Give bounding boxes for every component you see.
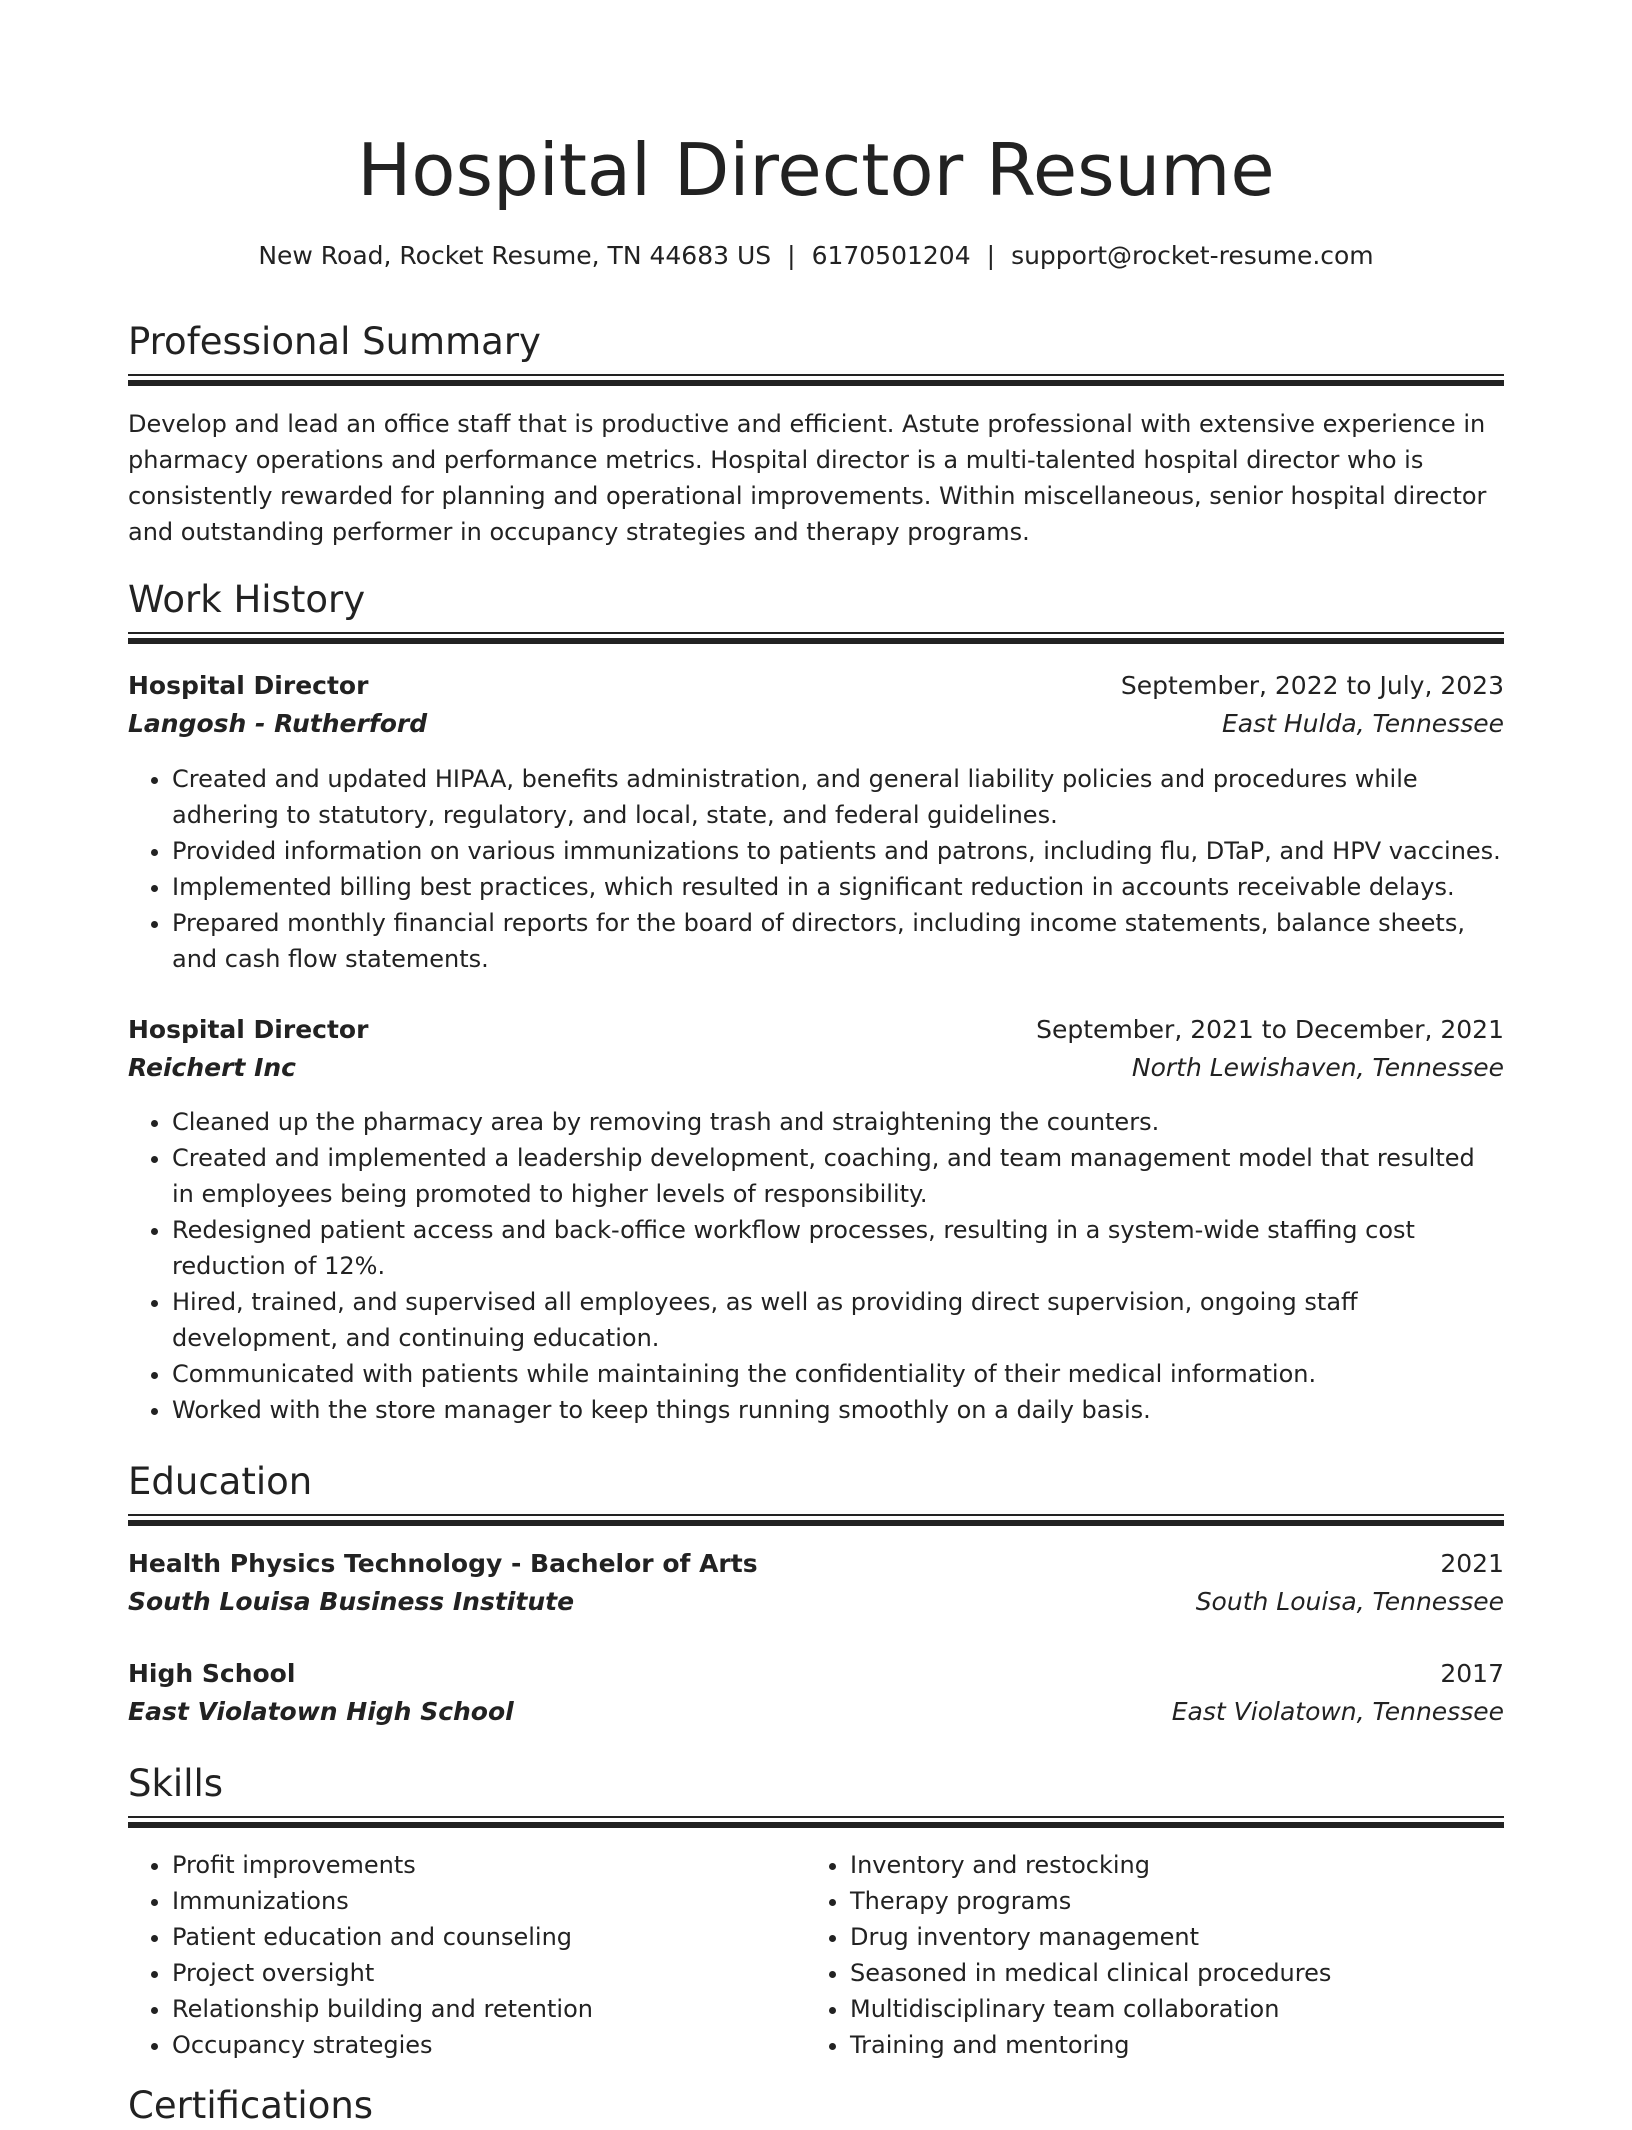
education-year: 2021: [1440, 1549, 1504, 1578]
contact-email: support@rocket-resume.com: [1011, 241, 1374, 270]
job-title: Hospital Director: [128, 671, 369, 700]
work-divider: [128, 632, 1504, 642]
job-company: Reichert Inc: [128, 1053, 297, 1082]
summary-divider: [128, 374, 1504, 384]
list-item: • Drug inventory management: [850, 1919, 1504, 1955]
job-title: Hospital Director: [128, 1015, 369, 1044]
job-location: East Hulda, Tennessee: [1221, 709, 1504, 738]
list-item: • Multidisciplinary team collaboration: [850, 1991, 1504, 2027]
contact-phone: 6170501204: [811, 241, 971, 270]
list-item: • Cleaned up the pharmacy area by removing trash and straightening the counters.: [172, 1104, 1504, 1140]
list-item: • Provided information on various immunizations to patients and patrons, including flu, DTaP, and HPV vaccines.: [172, 833, 1504, 869]
list-item: • Created and updated HIPAA, benefits administration, and general liability policies and procedures while adhering to statutory, regulatory, and local, state, and federal guidelines.: [172, 761, 1504, 833]
summary-text: Develop and lead an office staff that is productive and efficient. Astute professional with extensive experience in pharmacy operations and performance metrics. Hospital director is a multi-talented hospital director who is consistently rewarded for planning and operational improvements. Within miscellaneous, senior hospital director and outstanding performer in occupancy strategies and therapy programs.: [128, 410, 1487, 546]
resume-title: Hospital Director Resume: [357, 128, 1275, 212]
job-subheader: [128, 1050, 1504, 1086]
job-location: North Lewishaven, Tennessee: [1131, 1053, 1504, 1082]
list-item: • Implemented billing best practices, which resulted in a significant reduction in accounts receivable delays.: [172, 869, 1504, 905]
job-company: Langosh - Rutherford: [128, 709, 428, 738]
contact-address: New Road, Rocket Resume, TN 44683 US: [258, 241, 772, 270]
education-header: [128, 1656, 1504, 1692]
list-item: • Project oversight: [172, 1955, 792, 1991]
list-item: • Therapy programs: [850, 1883, 1504, 1919]
education-divider: [128, 1514, 1504, 1524]
education-subheader: [128, 1694, 1504, 1730]
job-dates: September, 2022 to July, 2023: [1120, 671, 1504, 700]
contact-line: [128, 238, 1504, 274]
list-item: • Worked with the store manager to keep things running smoothly on a daily basis.: [172, 1392, 1504, 1428]
list-item: • Training and mentoring: [850, 2027, 1504, 2063]
list-item: • Seasoned in medical clinical procedures: [850, 1955, 1504, 1991]
list-item: • Created and implemented a leadership development, coaching, and team management model that resulted in employees being promoted to higher levels of responsibility.: [172, 1140, 1504, 1212]
skills-list-right: [806, 1847, 1504, 2063]
education-degree: Health Physics Technology - Bachelor of Arts: [128, 1549, 758, 1578]
education-location: South Louisa, Tennessee: [1195, 1587, 1504, 1616]
list-item: • Occupancy strategies: [172, 2027, 792, 2063]
education-location: East Violatown, Tennessee: [1171, 1697, 1504, 1726]
list-item: • Prepared monthly financial reports for the board of directors, including income statements, balance sheets, and cash flow statements.: [172, 905, 1504, 977]
list-item: • Immunizations: [172, 1883, 792, 1919]
education-school: South Louisa Business Institute: [128, 1587, 575, 1616]
job-dates: September, 2021 to December, 2021: [1036, 1015, 1504, 1044]
skills-heading: Skills: [128, 1762, 224, 1805]
education-heading: Education: [128, 1460, 313, 1503]
certifications-heading: Certifications: [128, 2084, 374, 2127]
contact-separator: |: [986, 241, 996, 270]
list-item: • Relationship building and retention: [172, 1991, 792, 2027]
list-item: • Profit improvements: [172, 1847, 792, 1883]
education-school: East Violatown High School: [128, 1697, 514, 1726]
list-item: • Hired, trained, and supervised all employees, as well as providing direct supervision, ongoing staff development, and continuing education.: [172, 1284, 1504, 1356]
job-header: [128, 668, 1504, 704]
skills-divider: [128, 1816, 1504, 1826]
skills-list-left: [128, 1847, 792, 2063]
contact-separator: |: [787, 241, 796, 270]
job-subheader: [128, 706, 1504, 742]
work-heading: Work History: [128, 578, 366, 621]
education-subheader: [128, 1584, 1504, 1620]
job-bullets: [128, 1104, 1504, 1428]
summary-heading: Professional Summary: [128, 320, 541, 363]
list-item: • Inventory and restocking: [850, 1847, 1504, 1883]
job-header: [128, 1012, 1504, 1048]
list-item: • Patient education and counseling: [172, 1919, 792, 1955]
job-bullets: [128, 761, 1504, 977]
education-degree: High School: [128, 1659, 296, 1688]
list-item: • Communicated with patients while maintaining the confidentiality of their medical information.: [172, 1356, 1504, 1392]
education-year: 2017: [1440, 1659, 1504, 1688]
education-header: [128, 1546, 1504, 1582]
list-item: • Redesigned patient access and back-office workflow processes, resulting in a system-wide staffing cost reduction of 12%.: [172, 1212, 1504, 1284]
